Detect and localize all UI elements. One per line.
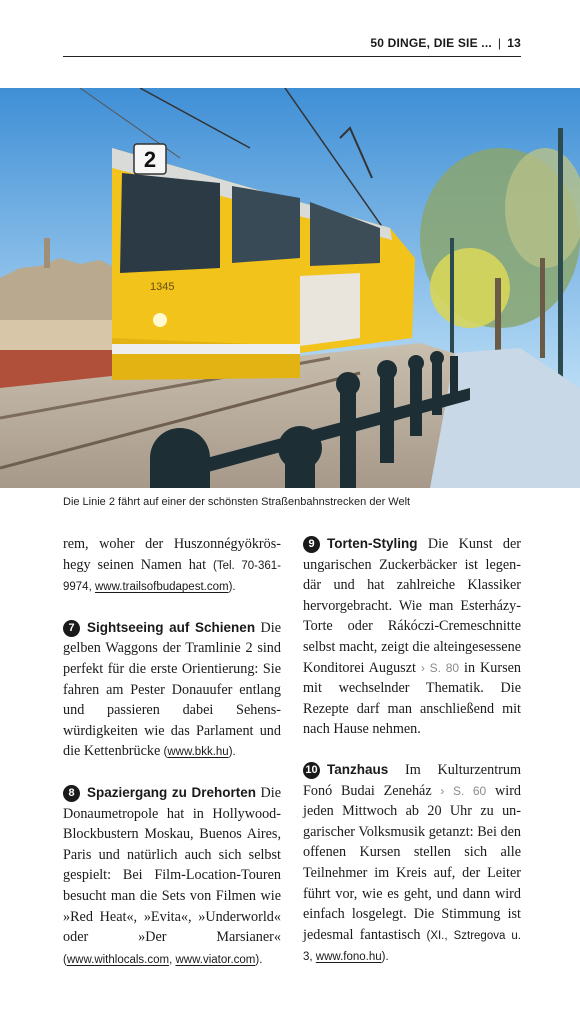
page-reference[interactable]: › S. 60 [440,783,487,798]
river [0,320,125,350]
item-title: Tanzhaus [327,761,389,777]
fleet-number: 1345 [150,281,175,293]
item-number-badge: 10 [303,762,320,779]
fono-link[interactable]: www.fono.hu [315,951,382,964]
viator-link[interactable]: www.viator.com [175,953,256,966]
bkk-link[interactable]: www.bkk.hu [167,746,229,759]
running-header [63,30,521,57]
item-title: Sightseeing auf Schienen [87,619,256,635]
item-10 [303,760,521,968]
item-title: Torten-Styling [327,536,418,551]
trailsofbudapest-link[interactable]: www.trailsofbudapest.com [94,581,229,594]
right-column [303,534,521,988]
header-separator: | [497,36,502,50]
item-text: Die gelben Waggons der Tramlinie 2 sind perfekt für die erste Orientierung: Sie fahren am Pester Donauufer entlang und passieren dabei Sehenswürdigkeiten wie das Parlament und die Kettenbrücke [63,619,281,760]
contact-close: ). [381,951,389,964]
item-9 [303,534,521,740]
tram-photo [0,88,580,488]
photo-caption: Die Linie 2 fährt auf einer der schönsten Straßenbahnstrecken der Welt [63,496,411,508]
item-8 [63,783,281,970]
item-title: Spaziergang zu Drehorten [87,784,257,800]
contact-close: ). [255,953,263,966]
lamp-post [558,128,563,378]
contact-close: ). [228,581,236,594]
item-text: Im Kulturzentrum Fonó Budai Zeneház [303,761,521,799]
item-text: Die Kunst der ungarischen Zuckerbäcker ist legendär und hat zahlreiche Klassiker hervorgebracht. Wie man Esterházy-Torte oder Rákóczi-Cremeschnitte selbst macht, zeigt die alteingesessene Konditorei Auguszt [303,536,522,676]
item-number-badge: 8 [63,785,80,802]
left-column [63,534,281,990]
link-separator: , [169,953,176,966]
item-text-continued: wird jeden Mittwoch ab 20 Uhr zu ungarischer Volksmusik getanzt: Bei den offenen Kursen stellen sich alle Teilnehmer im Kreis auf, der Leiter führt vor, wie es geht, und dann wird einfach losgelegt. Die Stimmung ist jedesmal fantastisch [303,782,522,943]
page-reference[interactable]: › S. 80 [420,660,460,675]
running-title: 50 DINGE, DIE SIE ... [370,36,492,50]
contact-open: (XI., Sztregova u. 3, [303,929,521,964]
item-number-badge: 7 [63,620,80,637]
continuation-paragraph [63,534,281,598]
item-7 [63,618,281,763]
contact-open: (Tel. 70-361-9974, [63,559,282,594]
withlocals-link[interactable]: www.withlocals.com [66,953,170,966]
contact-open: ( [63,953,67,966]
route-sign-number: 2 [143,147,157,172]
item-number-badge: 9 [303,536,320,553]
item-text-continued: in Kursen mit wechselnder Thematik. Die Rezepte darf man anschließend mit nach Hause nehmen. [303,659,522,738]
contact-open: ( [160,746,168,759]
page-number: 13 [507,36,521,50]
church-tower [44,238,50,268]
tram-illustration [0,88,580,488]
item-text: Die Donaumetropole hat in Hollywood-Blockbustern Moskau, Buenos Aires, Paris und natürlich auch sich selbst gespielt: Bei Film-Location-Touren besucht man die Sets von Filmen wie »Red Heat«, »Evita«, »Underworld« oder »Der Marsianer« [63,784,281,946]
paragraph-text: rem, woher der Huszonnégyökröshegy seinen Namen hat [63,536,281,573]
contact-close: ). [228,746,236,759]
